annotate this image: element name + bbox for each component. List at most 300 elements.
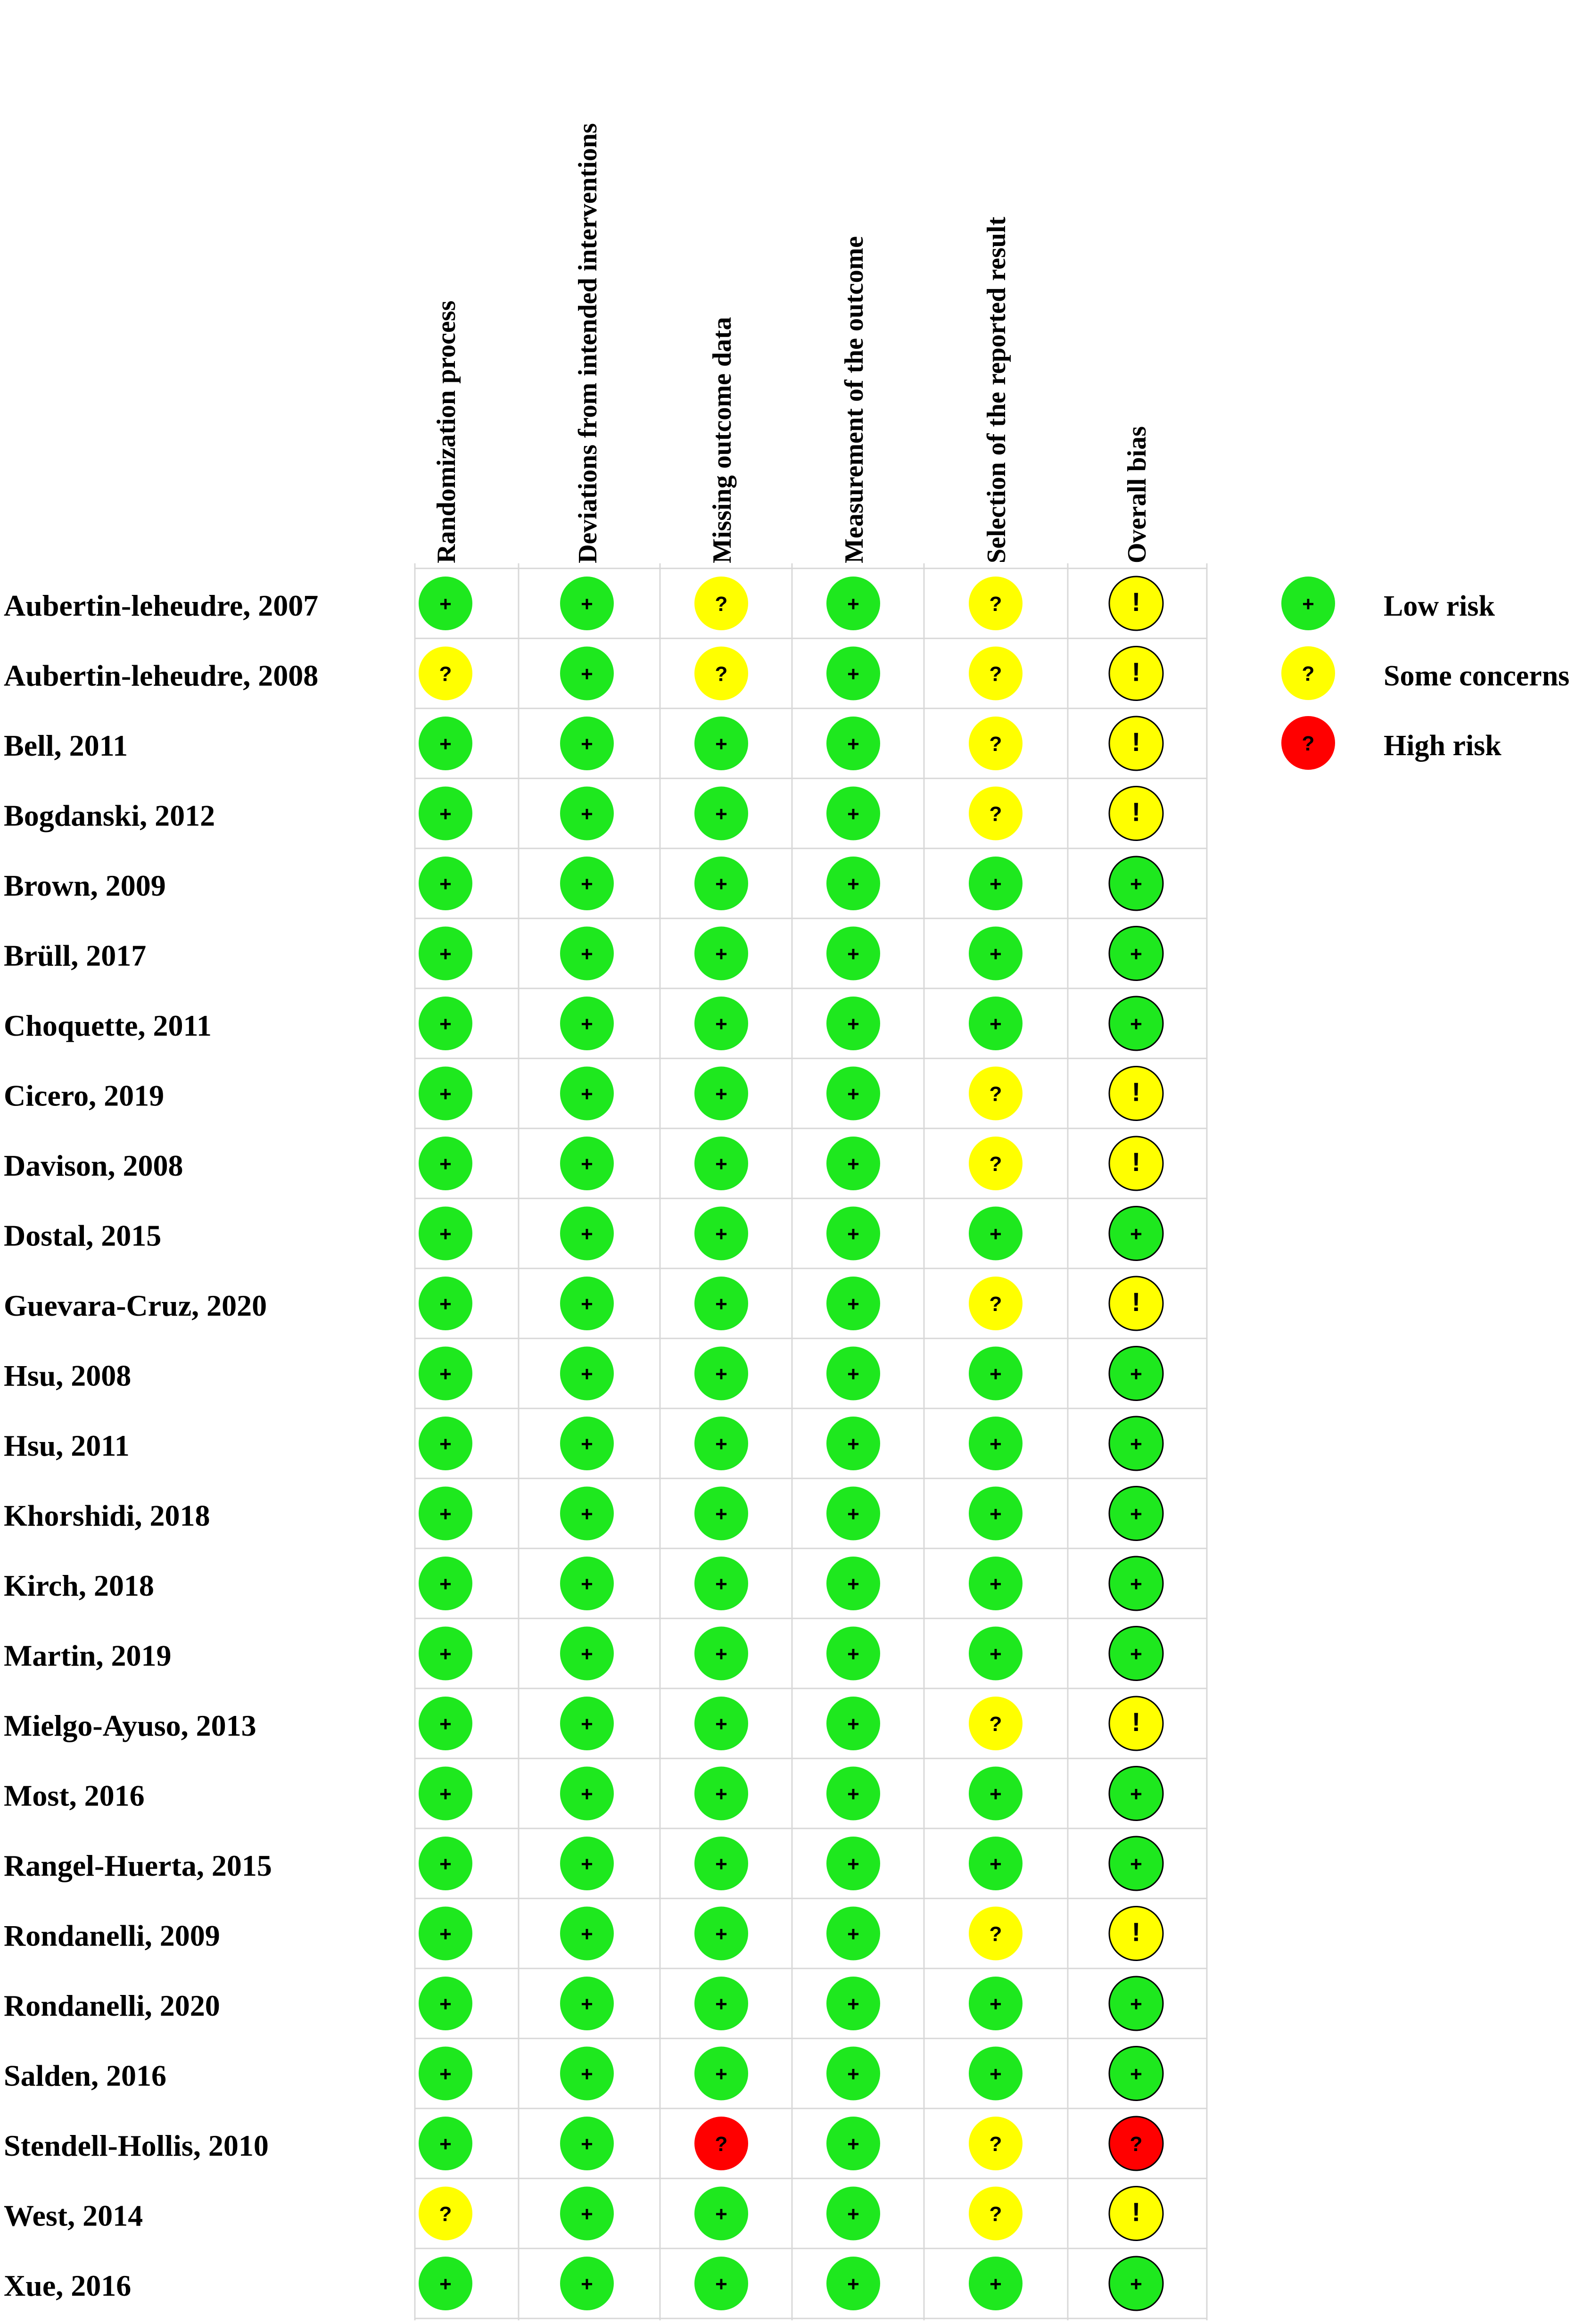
judgement-cell-low xyxy=(826,1277,880,1330)
judgement-cell-low xyxy=(419,1767,472,1821)
judgement-symbol: + xyxy=(439,1642,452,1666)
judgement-cell-low xyxy=(560,1697,614,1750)
judgement-cell-high xyxy=(694,2117,748,2170)
judgement-cell-low xyxy=(826,1697,880,1750)
judgement-symbol: + xyxy=(439,1222,452,1246)
judgement-cell-some xyxy=(1109,2187,1163,2241)
judgement-cell-low xyxy=(560,1627,614,1681)
judgement-symbol: + xyxy=(439,2273,452,2296)
judgement-symbol: + xyxy=(581,593,593,616)
judgement-cell-low xyxy=(560,1837,614,1890)
judgement-symbol: + xyxy=(715,1642,727,1666)
judgement-symbol: + xyxy=(847,2133,859,2156)
legend-symbol: ? xyxy=(1302,662,1315,685)
judgement-cell-some xyxy=(969,647,1023,700)
judgement-cell-low xyxy=(419,1277,472,1330)
judgement-cell-low xyxy=(419,997,472,1050)
judgement-cell-low xyxy=(419,1347,472,1401)
judgement-symbol: + xyxy=(1130,1782,1142,1806)
judgement-cell-low xyxy=(419,2117,472,2170)
judgement-cell-low xyxy=(560,997,614,1050)
judgement-cell-low xyxy=(826,997,880,1050)
judgement-symbol: + xyxy=(581,1922,593,1946)
judgement-symbol: + xyxy=(581,1013,593,1036)
judgement-symbol: ? xyxy=(989,1153,1002,1176)
judgement-cell-low xyxy=(694,1977,748,2030)
judgement-symbol: + xyxy=(1130,1362,1142,1386)
study-label: Bell, 2011 xyxy=(4,729,128,762)
judgement-cell-low xyxy=(694,1347,748,1401)
study-labels xyxy=(4,589,318,2302)
judgement-cell-low xyxy=(826,1067,880,1121)
judgement-cell-low xyxy=(419,2047,472,2101)
judgement-symbol: + xyxy=(581,1153,593,1176)
judgement-symbol: + xyxy=(990,1642,1002,1666)
judgement-symbol: + xyxy=(439,942,452,966)
judgement-cell-some xyxy=(969,577,1023,630)
judgement-cell-low xyxy=(560,927,614,981)
judgement-cell-low xyxy=(560,2047,614,2101)
judgement-symbol: + xyxy=(990,942,1002,966)
judgement-symbol: + xyxy=(847,942,859,966)
judgement-symbol: + xyxy=(439,1293,452,1316)
judgement-symbol: + xyxy=(581,2202,593,2226)
judgement-cell-low xyxy=(694,2187,748,2241)
judgement-cell-low xyxy=(419,1837,472,1890)
judgement-cell-low xyxy=(826,1137,880,1190)
judgement-symbol: ? xyxy=(1130,2133,1143,2156)
judgement-cell-low xyxy=(560,1347,614,1401)
judgement-symbol: + xyxy=(990,1573,1002,1596)
judgement-cell-low xyxy=(694,2047,748,2101)
judgement-symbol: + xyxy=(581,1853,593,1876)
judgement-cell-low xyxy=(969,927,1023,981)
judgement-symbol: ? xyxy=(989,2133,1002,2156)
judgement-symbol: + xyxy=(715,1082,727,1106)
judgement-cell-low xyxy=(969,1487,1023,1541)
study-label: Rondanelli, 2020 xyxy=(4,1989,220,2022)
judgement-cell-low xyxy=(419,717,472,770)
judgement-cell-low xyxy=(419,577,472,630)
judgement-symbol: + xyxy=(990,1362,1002,1386)
study-label: Xue, 2016 xyxy=(4,2269,132,2302)
judgement-symbol: + xyxy=(439,1922,452,1946)
judgement-cell-low xyxy=(1109,997,1163,1050)
judgement-cell-low xyxy=(560,857,614,910)
judgement-cell-low xyxy=(1109,927,1163,981)
judgement-cell-low xyxy=(419,787,472,841)
judgement-symbol: + xyxy=(581,1362,593,1386)
judgement-cell-some xyxy=(1109,1137,1163,1190)
judgement-cell-low xyxy=(560,1417,614,1470)
judgement-symbol: + xyxy=(715,1013,727,1036)
judgement-symbol: + xyxy=(439,1502,452,1526)
judgement-cell-low xyxy=(560,1907,614,1961)
judgement-symbol: + xyxy=(581,1573,593,1596)
judgement-cell-some xyxy=(1109,1277,1163,1330)
judgement-cell-low xyxy=(969,1977,1023,2030)
judgement-symbol: ? xyxy=(989,593,1002,616)
judgement-symbol: + xyxy=(581,662,593,686)
judgement-symbol: + xyxy=(715,1293,727,1316)
judgement-cell-some xyxy=(419,2187,472,2241)
judgement-symbol: ? xyxy=(715,662,728,686)
judgement-cell-low xyxy=(694,1907,748,1961)
judgement-symbol: + xyxy=(715,1853,727,1876)
judgement-cell-low xyxy=(1109,1417,1163,1470)
judgement-cell-low xyxy=(694,927,748,981)
judgement-symbol: + xyxy=(439,1713,452,1736)
study-label: Most, 2016 xyxy=(4,1779,145,1813)
legend xyxy=(1281,577,1569,770)
judgement-cell-low xyxy=(969,997,1023,1050)
judgement-cell-low xyxy=(419,1207,472,1261)
judgement-symbol: + xyxy=(847,1642,859,1666)
judgement-symbol: + xyxy=(847,1922,859,1946)
judgement-symbol: + xyxy=(990,873,1002,896)
column-header: Randomization process xyxy=(432,300,461,563)
judgement-cell-low xyxy=(826,2117,880,2170)
judgement-symbol: + xyxy=(439,1853,452,1876)
judgement-cell-low xyxy=(560,1977,614,2030)
judgement-symbol: + xyxy=(990,2062,1002,2086)
judgement-cell-some xyxy=(1109,717,1163,770)
judgement-cell-low xyxy=(419,1487,472,1541)
judgement-symbol: ! xyxy=(1131,797,1141,827)
judgement-symbol: + xyxy=(439,733,452,756)
judgement-cell-low xyxy=(560,717,614,770)
judgement-cell-low xyxy=(826,927,880,981)
judgement-symbol: + xyxy=(847,1993,859,2016)
judgement-symbol: + xyxy=(581,1993,593,2016)
column-header: Missing outcome data xyxy=(708,317,737,563)
judgement-cell-low xyxy=(1109,857,1163,910)
judgement-cell-low xyxy=(969,1767,1023,1821)
judgement-symbol: ! xyxy=(1131,1707,1141,1737)
judgement-symbol: + xyxy=(581,2133,593,2156)
judgement-cell-low xyxy=(694,2257,748,2310)
judgement-symbol: + xyxy=(581,802,593,826)
judgement-symbol: ! xyxy=(1131,1147,1141,1177)
judgement-symbol: + xyxy=(990,1433,1002,1456)
judgement-symbol: + xyxy=(990,1013,1002,1036)
judgement-symbol: + xyxy=(990,1853,1002,1876)
legend-item-some xyxy=(1281,646,1569,700)
judgement-symbol: + xyxy=(439,1362,452,1386)
judgement-cell-low xyxy=(694,717,748,770)
judgement-cell-some xyxy=(969,2187,1023,2241)
judgement-symbol: + xyxy=(715,2062,727,2086)
judgement-symbol: + xyxy=(581,2062,593,2086)
judgement-cell-low xyxy=(560,1767,614,1821)
judgement-cell-low xyxy=(419,2257,472,2310)
judgement-symbol: + xyxy=(581,1293,593,1316)
judgement-cell-some xyxy=(1109,577,1163,630)
study-label: Hsu, 2011 xyxy=(4,1429,130,1462)
judgement-symbol: + xyxy=(715,1502,727,1526)
judgement-cell-low xyxy=(826,647,880,700)
judgement-symbol: + xyxy=(990,1502,1002,1526)
judgement-symbol: + xyxy=(715,1433,727,1456)
judgement-symbol: + xyxy=(847,1222,859,1246)
judgement-symbol: + xyxy=(715,1922,727,1946)
judgement-symbol: ? xyxy=(989,662,1002,686)
study-label: Rangel-Huerta, 2015 xyxy=(4,1849,272,1882)
judgement-symbol: ! xyxy=(1131,1077,1141,1107)
column-header: Deviations from intended interventions xyxy=(573,123,602,563)
study-label: Dostal, 2015 xyxy=(4,1219,162,1253)
judgement-symbol: + xyxy=(581,873,593,896)
judgement-symbol: ? xyxy=(989,1713,1002,1736)
judgement-cell-low xyxy=(694,1557,748,1610)
judgement-cell-low xyxy=(969,2257,1023,2310)
judgement-symbol: + xyxy=(439,1153,452,1176)
judgement-cell-low xyxy=(560,2187,614,2241)
judgement-symbol: + xyxy=(847,733,859,756)
judgement-cell-low xyxy=(969,2047,1023,2101)
judgement-symbol: + xyxy=(847,2273,859,2296)
judgement-cell-low xyxy=(969,1557,1023,1610)
judgement-cell-low xyxy=(826,717,880,770)
judgement-symbol: ? xyxy=(989,733,1002,756)
study-label: Kirch, 2018 xyxy=(4,1569,154,1602)
study-label: Davison, 2008 xyxy=(4,1149,183,1182)
judgement-cell-low xyxy=(560,2117,614,2170)
judgement-cell-some xyxy=(969,1697,1023,1750)
judgement-symbol: + xyxy=(439,2062,452,2086)
grid-lines xyxy=(415,563,1207,2320)
judgement-symbol: + xyxy=(990,1782,1002,1806)
study-label: Cicero, 2019 xyxy=(4,1079,165,1113)
judgement-symbol: + xyxy=(847,1782,859,1806)
judgement-symbol: + xyxy=(439,1573,452,1596)
judgement-symbol: ? xyxy=(989,1293,1002,1316)
judgement-cell-low xyxy=(694,1137,748,1190)
judgement-symbol: + xyxy=(581,1222,593,1246)
judgement-cell-low xyxy=(419,1697,472,1750)
judgement-symbol: + xyxy=(847,1502,859,1526)
study-label: Brown, 2009 xyxy=(4,869,166,902)
judgement-symbol: ? xyxy=(989,1082,1002,1106)
judgement-symbol: ! xyxy=(1131,727,1141,757)
judgement-cell-low xyxy=(560,1067,614,1121)
legend-item-high xyxy=(1281,716,1501,770)
judgement-cell-low xyxy=(826,1417,880,1470)
judgement-symbol: + xyxy=(715,1782,727,1806)
legend-label: Low risk xyxy=(1384,590,1495,622)
judgement-symbol: + xyxy=(1130,1642,1142,1666)
judgement-cell-low xyxy=(694,857,748,910)
study-label: Aubertin-leheudre, 2008 xyxy=(4,659,319,692)
study-label: Martin, 2019 xyxy=(4,1639,172,1673)
judgement-symbol: + xyxy=(847,1082,859,1106)
study-label: Choquette, 2011 xyxy=(4,1009,212,1042)
judgement-cell-low xyxy=(419,1067,472,1121)
judgement-symbol: + xyxy=(439,802,452,826)
judgement-cell-low xyxy=(826,1487,880,1541)
judgement-cell-low xyxy=(969,1837,1023,1890)
judgement-symbol: + xyxy=(715,1153,727,1176)
study-label: West, 2014 xyxy=(4,2199,143,2233)
study-label: Hsu, 2008 xyxy=(4,1359,132,1393)
judgement-cell-low xyxy=(694,1837,748,1890)
judgement-cell-low xyxy=(826,857,880,910)
judgement-symbol: + xyxy=(847,1713,859,1736)
judgement-symbol: + xyxy=(581,1082,593,1106)
judgement-cell-low xyxy=(1109,1977,1163,2030)
judgement-symbol: + xyxy=(1130,1573,1142,1596)
judgement-symbol: + xyxy=(1130,1502,1142,1526)
judgement-symbol: + xyxy=(439,1013,452,1036)
judgement-symbol: + xyxy=(1130,2273,1142,2296)
judgement-symbol: + xyxy=(439,2133,452,2156)
judgement-symbol: + xyxy=(1130,942,1142,966)
judgement-symbol: + xyxy=(715,1713,727,1736)
judgement-cell-some xyxy=(969,717,1023,770)
judgement-symbol: + xyxy=(715,802,727,826)
judgement-symbol: + xyxy=(581,1713,593,1736)
judgement-cell-low xyxy=(560,2257,614,2310)
legend-label: Some concerns xyxy=(1384,660,1570,692)
judgement-symbol: + xyxy=(1130,1222,1142,1246)
column-header: Measurement of the outcome xyxy=(840,236,869,563)
judgement-cell-some xyxy=(1109,1697,1163,1750)
judgement-cell-low xyxy=(826,1627,880,1681)
judgement-cell-low xyxy=(1109,1207,1163,1261)
judgement-cell-low xyxy=(560,1137,614,1190)
judgement-cell-low xyxy=(1109,2047,1163,2101)
study-label: Aubertin-leheudre, 2007 xyxy=(4,589,319,622)
judgement-cell-low xyxy=(694,1627,748,1681)
judgement-cell-some xyxy=(694,647,748,700)
column-header: Selection of the reported result xyxy=(982,216,1011,563)
judgement-cell-some xyxy=(969,1907,1023,1961)
study-label: Bogdanski, 2012 xyxy=(4,799,215,832)
judgement-symbol: ! xyxy=(1131,587,1141,617)
judgement-cells xyxy=(419,577,1163,2310)
judgement-cell-low xyxy=(419,1137,472,1190)
judgement-symbol: + xyxy=(439,1082,452,1106)
judgement-symbol: + xyxy=(847,662,859,686)
judgement-cell-low xyxy=(969,1347,1023,1401)
judgement-cell-low xyxy=(1109,1487,1163,1541)
judgement-cell-low xyxy=(826,2257,880,2310)
judgement-symbol: + xyxy=(847,1362,859,1386)
judgement-symbol: ? xyxy=(439,662,452,686)
judgement-cell-low xyxy=(1109,1557,1163,1610)
judgement-cell-low xyxy=(694,787,748,841)
judgement-symbol: ? xyxy=(715,593,728,616)
judgement-cell-high xyxy=(1109,2117,1163,2170)
judgement-cell-low xyxy=(826,2047,880,2101)
study-label: Khorshidi, 2018 xyxy=(4,1499,210,1533)
judgement-symbol: + xyxy=(847,873,859,896)
judgement-cell-low xyxy=(560,577,614,630)
judgement-cell-low xyxy=(560,1207,614,1261)
judgement-symbol: + xyxy=(581,2273,593,2296)
judgement-symbol: + xyxy=(990,1993,1002,2016)
legend-symbol: ? xyxy=(1302,732,1315,755)
judgement-cell-low xyxy=(826,577,880,630)
judgement-symbol: ! xyxy=(1131,1287,1141,1317)
column-headers xyxy=(432,123,1152,563)
judgement-cell-low xyxy=(560,647,614,700)
study-label: Stendell-Hollis, 2010 xyxy=(4,2129,269,2162)
judgement-symbol: + xyxy=(715,1993,727,2016)
judgement-cell-low xyxy=(694,1697,748,1750)
judgement-cell-low xyxy=(826,1767,880,1821)
judgement-cell-some xyxy=(694,577,748,630)
judgement-symbol: + xyxy=(581,1502,593,1526)
judgement-cell-low xyxy=(694,1417,748,1470)
judgement-cell-low xyxy=(560,1277,614,1330)
judgement-symbol: + xyxy=(847,2062,859,2086)
judgement-cell-low xyxy=(419,1417,472,1470)
judgement-cell-low xyxy=(694,1067,748,1121)
judgement-cell-low xyxy=(826,1837,880,1890)
judgement-symbol: + xyxy=(1130,873,1142,896)
judgement-symbol: ? xyxy=(439,2202,452,2226)
judgement-symbol: ! xyxy=(1131,657,1141,687)
study-label: Guevara-Cruz, 2020 xyxy=(4,1289,267,1322)
study-label: Brüll, 2017 xyxy=(4,939,147,972)
judgement-cell-low xyxy=(1109,1347,1163,1401)
legend-item-low xyxy=(1281,577,1495,630)
judgement-cell-some xyxy=(969,787,1023,841)
judgement-cell-some xyxy=(1109,1907,1163,1961)
judgement-cell-some xyxy=(969,2117,1023,2170)
judgement-symbol: + xyxy=(847,1433,859,1456)
judgement-symbol: ? xyxy=(989,2202,1002,2226)
judgement-cell-low xyxy=(419,927,472,981)
judgement-cell-low xyxy=(969,1627,1023,1681)
judgement-cell-low xyxy=(826,1977,880,2030)
judgement-cell-low xyxy=(1109,1627,1163,1681)
judgement-cell-low xyxy=(969,1417,1023,1470)
judgement-cell-some xyxy=(419,647,472,700)
judgement-symbol: + xyxy=(1130,2062,1142,2086)
judgement-symbol: + xyxy=(1130,1853,1142,1876)
judgement-symbol: + xyxy=(1130,1993,1142,2016)
judgement-symbol: + xyxy=(1130,1013,1142,1036)
judgement-cell-low xyxy=(560,1487,614,1541)
judgement-symbol: + xyxy=(847,1013,859,1036)
judgement-symbol: + xyxy=(581,1642,593,1666)
judgement-cell-low xyxy=(826,1907,880,1961)
judgement-cell-low xyxy=(1109,1767,1163,1821)
judgement-cell-some xyxy=(969,1067,1023,1121)
judgement-cell-some xyxy=(1109,647,1163,700)
judgement-symbol: + xyxy=(990,2273,1002,2296)
judgement-symbol: + xyxy=(715,1222,727,1246)
judgement-cell-low xyxy=(419,857,472,910)
study-label: Rondanelli, 2009 xyxy=(4,1919,220,1953)
judgement-cell-some xyxy=(969,1277,1023,1330)
judgement-symbol: + xyxy=(990,1222,1002,1246)
legend-symbol: + xyxy=(1302,593,1314,616)
judgement-symbol: + xyxy=(439,1782,452,1806)
judgement-symbol: ? xyxy=(715,2133,728,2156)
judgement-symbol: + xyxy=(439,593,452,616)
study-label: Salden, 2016 xyxy=(4,2059,166,2093)
column-header: Overall bias xyxy=(1122,426,1152,563)
judgement-symbol: + xyxy=(847,802,859,826)
judgement-symbol: + xyxy=(715,942,727,966)
judgement-symbol: + xyxy=(439,1993,452,2016)
judgement-cell-low xyxy=(419,1907,472,1961)
judgement-symbol: + xyxy=(715,2202,727,2226)
judgement-cell-some xyxy=(1109,787,1163,841)
